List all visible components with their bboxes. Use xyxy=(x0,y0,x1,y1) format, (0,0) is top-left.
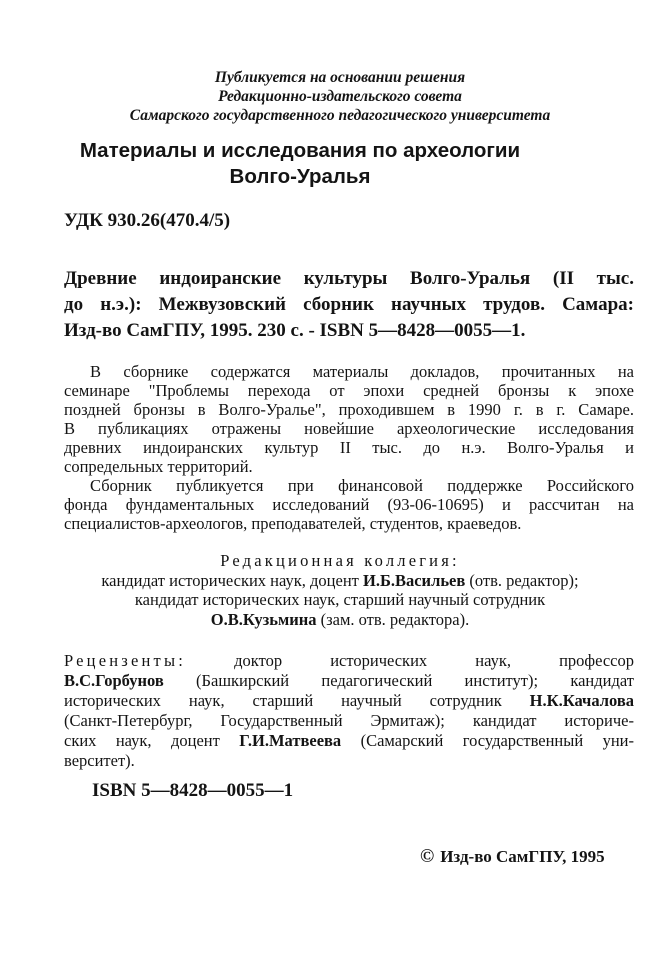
imprint-line: Редакционно-издательского совета xyxy=(218,88,462,105)
annotation-line: древних индоиранских культур II тыс. до н.э. Волго-Уралья и xyxy=(64,438,634,457)
annotation-line: специалистов-археологов, преподавателей, студентов, краеведов. xyxy=(64,514,522,533)
editor-position: кандидат исторических наук, доцент xyxy=(101,570,363,590)
reviewers-line: верситет). xyxy=(64,751,135,770)
imprint-line: Самарского государственного педагогического университета xyxy=(129,107,551,124)
series-title-line: Волго-Уралья xyxy=(229,165,371,188)
copyright-symbol: © xyxy=(420,846,435,867)
deputy-editor-role: (зам. отв. редактора). xyxy=(316,609,470,629)
reviewers-line xyxy=(64,731,634,751)
reviewer-details: (Самарский государственный уни- xyxy=(341,731,635,750)
series-title xyxy=(30,138,570,190)
reviewer-name: Г.И.Матвеева xyxy=(239,731,342,750)
annotation-line: В сборнике содержатся материалы докладов, прочитанных на xyxy=(90,362,634,381)
editor-name: И.Б.Васильев xyxy=(362,570,466,590)
editorial-board-line xyxy=(40,571,640,591)
reviewer-position: исторических наук, старший научный сотрудник xyxy=(64,691,530,710)
publication-imprint xyxy=(40,68,640,125)
copyright-text: Изд-во СамГПУ, 1995 xyxy=(440,847,605,866)
annotation xyxy=(64,362,634,533)
reviewers-line xyxy=(64,671,634,691)
annotation-line: семинаре "Проблемы перехода от эпохи средней бронзы к эпохе xyxy=(64,381,634,400)
reviewer-name: В.С.Горбунов xyxy=(64,671,164,690)
annotation-line: поздней бронзы в Волго-Уралье", проходившем в 1990 г. в г. Самаре. xyxy=(64,400,634,419)
biblio-line: Древние индоиранские культуры Волго-Уралья (II тыс. xyxy=(64,268,634,289)
imprint-line: Публикуется на основании решения xyxy=(214,69,466,86)
editor-role: (отв. редактор); xyxy=(465,570,579,590)
reviewers xyxy=(64,651,634,771)
reviewer-position: ских наук, доцент xyxy=(64,731,240,750)
editorial-board-line xyxy=(40,610,640,630)
annotation-line: В публикациях отражены новейшие археологические исследования xyxy=(64,419,634,438)
reviewers-heading: Рецензенты: xyxy=(64,651,187,670)
udk-code: УДК 930.26(470.4/5) xyxy=(64,210,231,231)
editorial-board-heading: Редакционная коллегия: xyxy=(220,551,460,570)
reviewers-line xyxy=(64,691,634,711)
bibliographic-record xyxy=(64,266,634,344)
copyright xyxy=(420,846,605,868)
deputy-editor-name: О.В.Кузьмина xyxy=(210,609,317,629)
biblio-line: до н.э.): Межвузовский сборник научных трудов. Самара: xyxy=(64,294,634,315)
reviewer-details: (Башкирский педагогический институт); кандидат xyxy=(163,671,634,690)
reviewers-line xyxy=(64,651,634,671)
biblio-line: Изд-во СамГПУ, 1995. 230 с. - ISBN 5—8428—0055—1. xyxy=(64,320,526,341)
annotation-line: сопредельных территорий. xyxy=(64,457,253,476)
isbn: ISBN 5—8428—0055—1 xyxy=(92,780,294,801)
reviewer-name: Н.К.Качалова xyxy=(529,691,634,710)
editorial-board-line: кандидат исторических наук, старший научный сотрудник xyxy=(134,590,546,609)
annotation-line: Сборник публикуется при финансовой поддержке Российского xyxy=(90,476,634,495)
series-title-line: Материалы и исследования по археологии xyxy=(79,139,521,162)
annotation-line: фонда фундаментальных исследований (93-06-10695) и рассчитан на xyxy=(64,495,634,514)
reviewers-line: (Санкт-Петербург, Государственный Эрмитаж); кандидат историче- xyxy=(64,711,634,730)
reviewer-position: доктор исторических наук, профессор xyxy=(234,651,634,670)
editorial-board xyxy=(40,551,640,629)
